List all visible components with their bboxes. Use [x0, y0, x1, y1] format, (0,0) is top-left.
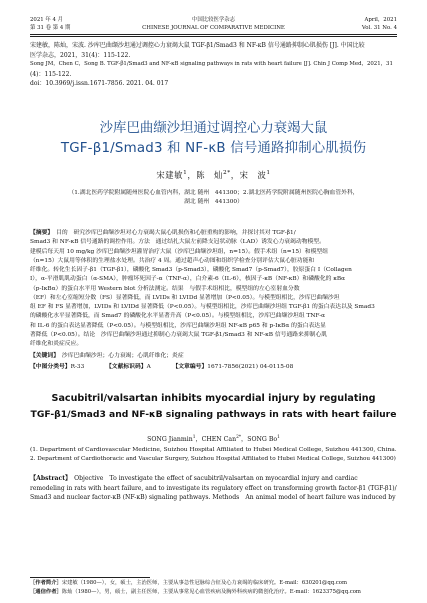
- keywords-value: 沙库巴曲缬沙坦；心力衰竭；心肌纤维化；炎症: [61, 353, 184, 359]
- title-cn-line1: 沙库巴曲缬沙坦通过调控心力衰竭大鼠: [99, 121, 328, 136]
- author-name: ，宋 波: [230, 170, 267, 180]
- authors-en: [30, 434, 397, 443]
- title-en-line1: Sacubitril/valsartan inhibits myocardial injury by regulating: [51, 393, 376, 404]
- affiliation-en: [30, 446, 397, 465]
- abstract-line: remodeling in rats with heart failure, and to investigate its regulatory effect on transforming growth factor-β1 (TGF-β1)/: [30, 484, 397, 492]
- author-affil-mark: 2*: [236, 434, 242, 440]
- abstract-line: 和 IL-6 的蛋白表达显著降低（P<0.05）。与模型组相比，沙库巴曲缬沙坦组 NF-κB p65 和 p-IκBα 的蛋白表达显: [30, 322, 326, 329]
- footnote-corr-value: 陈灿（1980—），男，硕士，副主任医师，主要从事常见心血管疾病及胸外科疾病的微创化治疗。E-mail：1623375@qq.com: [61, 589, 361, 595]
- author-name: ，SONG Bo: [241, 436, 278, 443]
- header-rule-thin: [30, 36, 397, 37]
- article-number-label: 【文章编号】: [172, 364, 208, 370]
- citation-line: 医学杂志，2021，31(4)：115-122.: [30, 51, 131, 59]
- abstract-line: 的磷酸化水平显著降低，而 Smad7 的磷酸化水平显著升高（P<0.05）。与模型组相比，沙库巴曲缬沙坦组 TNF-α: [30, 313, 326, 320]
- abstract-line: 【摘要】 目的 研究沙库巴曲缬沙坦对心力衰竭大鼠心肌损伤和心脏重构的影响，并探讨其对 TGF-β1/: [30, 230, 296, 236]
- clc-value: R-33: [70, 364, 85, 370]
- abstract-en: [30, 474, 397, 503]
- author-name: 宋建敏: [156, 170, 184, 180]
- doc-code-label: 【文献标识码】: [105, 364, 147, 370]
- title-cn-line2: TGF-β1/Smad3 和 NF-κB 信号通路抑制心肌损伤: [60, 141, 367, 156]
- header-journal-cn: 中国比较医学杂志: [191, 17, 236, 23]
- header-volume-en: Vol. 31 No. 4: [361, 25, 397, 31]
- keywords-label: 【关键词】: [30, 353, 57, 359]
- header-date-en: April，2021: [364, 17, 397, 23]
- author-name: ，CHEN Can: [195, 436, 237, 443]
- header-journal-en: CHINESE JOURNAL OF COMPARATIVE MEDICINE: [142, 25, 285, 31]
- author-affil-mark: 1: [183, 170, 188, 177]
- doi-line: doi：10.3969/j.issn.1671-7856. 2021. 04. 017: [30, 80, 169, 88]
- abstract-line: （EF）和左心室缩短分数（FS）显著降低，而 LVIDs 和 LVIDd 显著增加（P<0.05）。与模型组相比，沙库巴曲缬沙坦: [30, 294, 340, 301]
- abstract-line: 纤维化。转化生长因子-β1（TGF-β1），磷酸化 Smad3（p-Smad3），磷酸化 Smad7（p-Smad7），胶原蛋白 I（Collagen: [30, 267, 352, 273]
- abstract-line: 纤维化和炎症反应。: [30, 341, 83, 347]
- affiliation-line: 湖北 随州 441300）: [184, 199, 243, 206]
- abstract-line: 建模后每天用 10 mg/kg 沙库巴曲缬沙坦灌胃治疗大鼠（沙库巴曲缬沙坦组，n=15）。假手术组（n=15）和模型组: [30, 248, 328, 255]
- article-number-value: 1671-7856(2021) 04-0115-08: [207, 364, 294, 370]
- citation-block: [30, 41, 397, 89]
- author-affil-mark: 1: [192, 434, 196, 440]
- abstract-line: Smad3 and nuclear factor-κB (NF-κB) signaling pathways. Methods An animal model of heart failure was induced by: [30, 494, 396, 502]
- citation-line: 宋建敏，陈灿，宋波. 沙库巴曲缬沙坦通过调控心力衰竭大鼠 TGF-β1/Smad3 和 NF-κB 信号通路抑制心肌损伤 [J]. 中国比较: [30, 42, 365, 49]
- author-name: ，陈 灿: [187, 170, 223, 180]
- abstract-line: I），α-平滑肌肌动蛋白（α-SMA），肿瘤坏死因子-α（TNF-α），白介素-6（IL-6），核因子-κB（NF-κB）和磷酸化的 κBα: [30, 276, 346, 283]
- author-name: SONG Jianmin: [147, 436, 193, 443]
- clc-label: 【中图分类号】: [30, 364, 71, 370]
- abstract-line: 【Abstract】 Objective To investigate the effect of sacubitril/valsartan on myocardial injury and cardiac: [30, 475, 358, 482]
- author-affil-mark: 2*: [222, 170, 231, 177]
- abstract-line: （n=15）大鼠用等体积的生理盐水处理。共治疗 4 周。通过超声心动图和组织学检查分别评估大鼠心脏功能和: [30, 257, 315, 264]
- abstract-line: Smad3 和 NF-κB 信号通路的调控作用。方法 通过结扎大鼠左前降支冠状动脉（LAD）诱发心力衰竭动物模型。: [30, 239, 325, 246]
- classification-line: [30, 363, 397, 372]
- affiliation-line: （1.湖北医药学院附属随州医院心血管内科，湖北 随州 441300；2.湖北医药学院附属随州医院心胸血管外科，: [68, 190, 359, 196]
- abstract-cn: [30, 229, 397, 349]
- authors-cn: [30, 169, 397, 181]
- footnote-corr-label: ［通信作者］: [30, 589, 62, 595]
- footnote-author: [30, 579, 397, 587]
- citation-line: Song JM，Chen C，Song B. TGF-β1/Smad3 and NF-κB signaling pathways in rats with heart failure [J]. Chin J Comp Med，2021，31: [30, 61, 393, 68]
- footnote-rule: [30, 577, 150, 578]
- header-date-cn: 2021 年 4 月: [30, 17, 64, 23]
- title-en-line2: TGF-β1/Smad3 and NF-κB signaling pathways in rats with heart failure: [30, 409, 397, 420]
- affiliation-line: 2. Department of Cardiothoracic and Vascular Surgery, Suizhou Hospital Affiliated to Hubei Medical College, Suizhou 441300): [30, 456, 396, 463]
- affiliation-line: (1. Department of Cardiovascular Medicine, Suizhou Hospital Affiliated to Hubei Medical College, Suizhou 441300, China.: [30, 447, 397, 453]
- keywords-cn: [30, 352, 397, 361]
- abstract-line: （p-IκBα）的蛋白水平用 Western blot 分析法测定。结果 与假手术组相比，模型组的左心室射血分数: [30, 285, 300, 292]
- header-volume-cn: 第 31 卷 第 4 期: [30, 25, 71, 31]
- author-affil-mark: 1: [266, 170, 271, 177]
- abstract-line: 著降低（P<0.05）。结论 沙库巴曲缬沙坦通过抑制心力衰竭大鼠 TGF-β1/Smad3 和 NF-κB 信号通路来抑制心肌: [30, 331, 328, 338]
- footnote-author-label: ［作者简介］: [30, 580, 62, 586]
- doc-code-value: A: [146, 364, 151, 370]
- author-affil-mark: 1: [277, 434, 280, 440]
- citation-line: (4)：115-122.: [30, 70, 72, 78]
- affiliation-cn: [60, 189, 367, 208]
- footnote-corresponding: [30, 588, 397, 596]
- footnote-author-value: 宋建敏（1980—），女，硕士，主治医师，主要从事急性冠脉综合征及心力衰竭的临床研究。E-mail：630201@qq.com: [61, 580, 347, 586]
- abstract-label: 【Abstract】: [30, 475, 69, 482]
- abstract-line: 组 EF 和 FS 显著增加，LVIDs 和 LVIDd 显著降低（P<0.05）。与模型组相比，沙库巴曲缬沙坦组 TGF-β1 的蛋白表达以及 Smad3: [30, 304, 375, 310]
- abstract-label: 【摘要】: [30, 230, 51, 236]
